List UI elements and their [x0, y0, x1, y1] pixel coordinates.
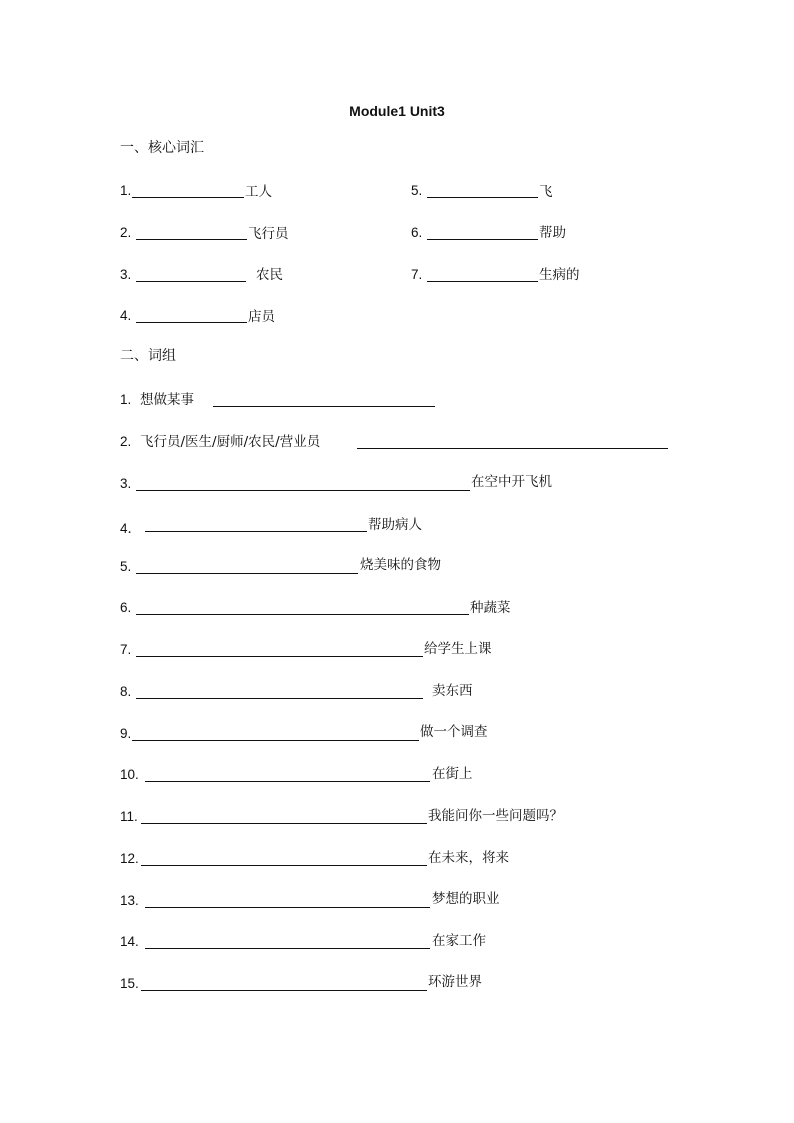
- item-prompt: 帮助: [539, 225, 566, 241]
- answer-blank[interactable]: [136, 281, 246, 282]
- item-number: 2.: [120, 225, 132, 240]
- answer-blank[interactable]: [141, 990, 427, 991]
- answer-blank[interactable]: [132, 197, 244, 198]
- item-prompt: 梦想的职业: [432, 891, 500, 907]
- item-number: 6.: [120, 600, 132, 615]
- answer-blank[interactable]: [145, 948, 430, 949]
- item-prompt: 帮助病人: [368, 517, 422, 533]
- answer-blank[interactable]: [145, 781, 430, 782]
- answer-blank[interactable]: [136, 490, 470, 491]
- section-heading-phrases: 二、词组: [120, 348, 176, 364]
- item-number: 12.: [120, 851, 139, 866]
- answer-blank[interactable]: [145, 907, 430, 908]
- item-number: 3.: [120, 267, 132, 282]
- item-number: 11.: [120, 809, 138, 824]
- answer-blank[interactable]: [213, 406, 435, 407]
- item-prompt: 农民: [256, 267, 283, 283]
- item-number: 1.: [120, 392, 132, 407]
- item-number: 6.: [411, 225, 423, 240]
- answer-blank[interactable]: [357, 448, 668, 449]
- item-number: 3.: [120, 476, 132, 491]
- item-prompt: 给学生上课: [424, 641, 492, 657]
- item-prompt: 做一个调查: [420, 724, 488, 740]
- item-number: 15.: [120, 976, 139, 991]
- answer-blank[interactable]: [427, 281, 538, 282]
- item-prompt: 飞: [539, 184, 553, 200]
- item-prompt: 飞行员/医生/厨师/农民/营业员: [140, 434, 321, 450]
- item-number: 8.: [120, 684, 132, 699]
- item-number: 9.: [120, 726, 132, 741]
- item-prompt: 我能问你一些问题吗？: [428, 808, 563, 824]
- answer-blank[interactable]: [141, 823, 427, 824]
- answer-blank[interactable]: [145, 531, 367, 532]
- answer-blank[interactable]: [132, 740, 419, 741]
- item-number: 5.: [120, 559, 132, 574]
- item-prompt: 在街上: [432, 766, 473, 782]
- item-prompt: 生病的: [539, 267, 580, 283]
- answer-blank[interactable]: [141, 865, 427, 866]
- answer-blank[interactable]: [136, 698, 423, 699]
- item-number: 10.: [120, 767, 139, 782]
- item-prompt: 店员: [248, 309, 275, 325]
- page-title: Module1 Unit3: [349, 103, 445, 119]
- item-number: 5.: [411, 183, 423, 198]
- answer-blank[interactable]: [136, 573, 358, 574]
- item-number: 4．: [120, 521, 142, 536]
- answer-blank[interactable]: [136, 239, 247, 240]
- item-prompt: 卖东西: [432, 683, 473, 699]
- item-number: 4.: [120, 308, 132, 323]
- item-prompt: 烧美味的食物: [360, 557, 441, 573]
- item-number: 1.: [120, 183, 132, 198]
- answer-blank[interactable]: [136, 614, 469, 615]
- answer-blank[interactable]: [427, 239, 538, 240]
- item-number: 13.: [120, 893, 139, 908]
- item-number: 7.: [411, 267, 423, 282]
- item-prompt: 想做某事: [140, 392, 194, 408]
- item-number: 2.: [120, 434, 132, 449]
- item-prompt: 环游世界: [428, 974, 482, 990]
- item-number: 14.: [120, 934, 139, 949]
- item-prompt: 在空中开飞机: [471, 474, 552, 490]
- answer-blank[interactable]: [427, 197, 538, 198]
- section-heading-vocabulary: 一、核心词汇: [120, 140, 204, 156]
- item-prompt: 在家工作: [432, 933, 486, 949]
- item-prompt: 种蔬菜: [470, 600, 511, 616]
- item-prompt: 在未来，将来: [428, 850, 509, 866]
- answer-blank[interactable]: [136, 322, 247, 323]
- item-prompt: 工人: [245, 184, 272, 200]
- item-prompt: 飞行员: [248, 226, 289, 242]
- answer-blank[interactable]: [136, 656, 423, 657]
- item-number: 7.: [120, 642, 132, 657]
